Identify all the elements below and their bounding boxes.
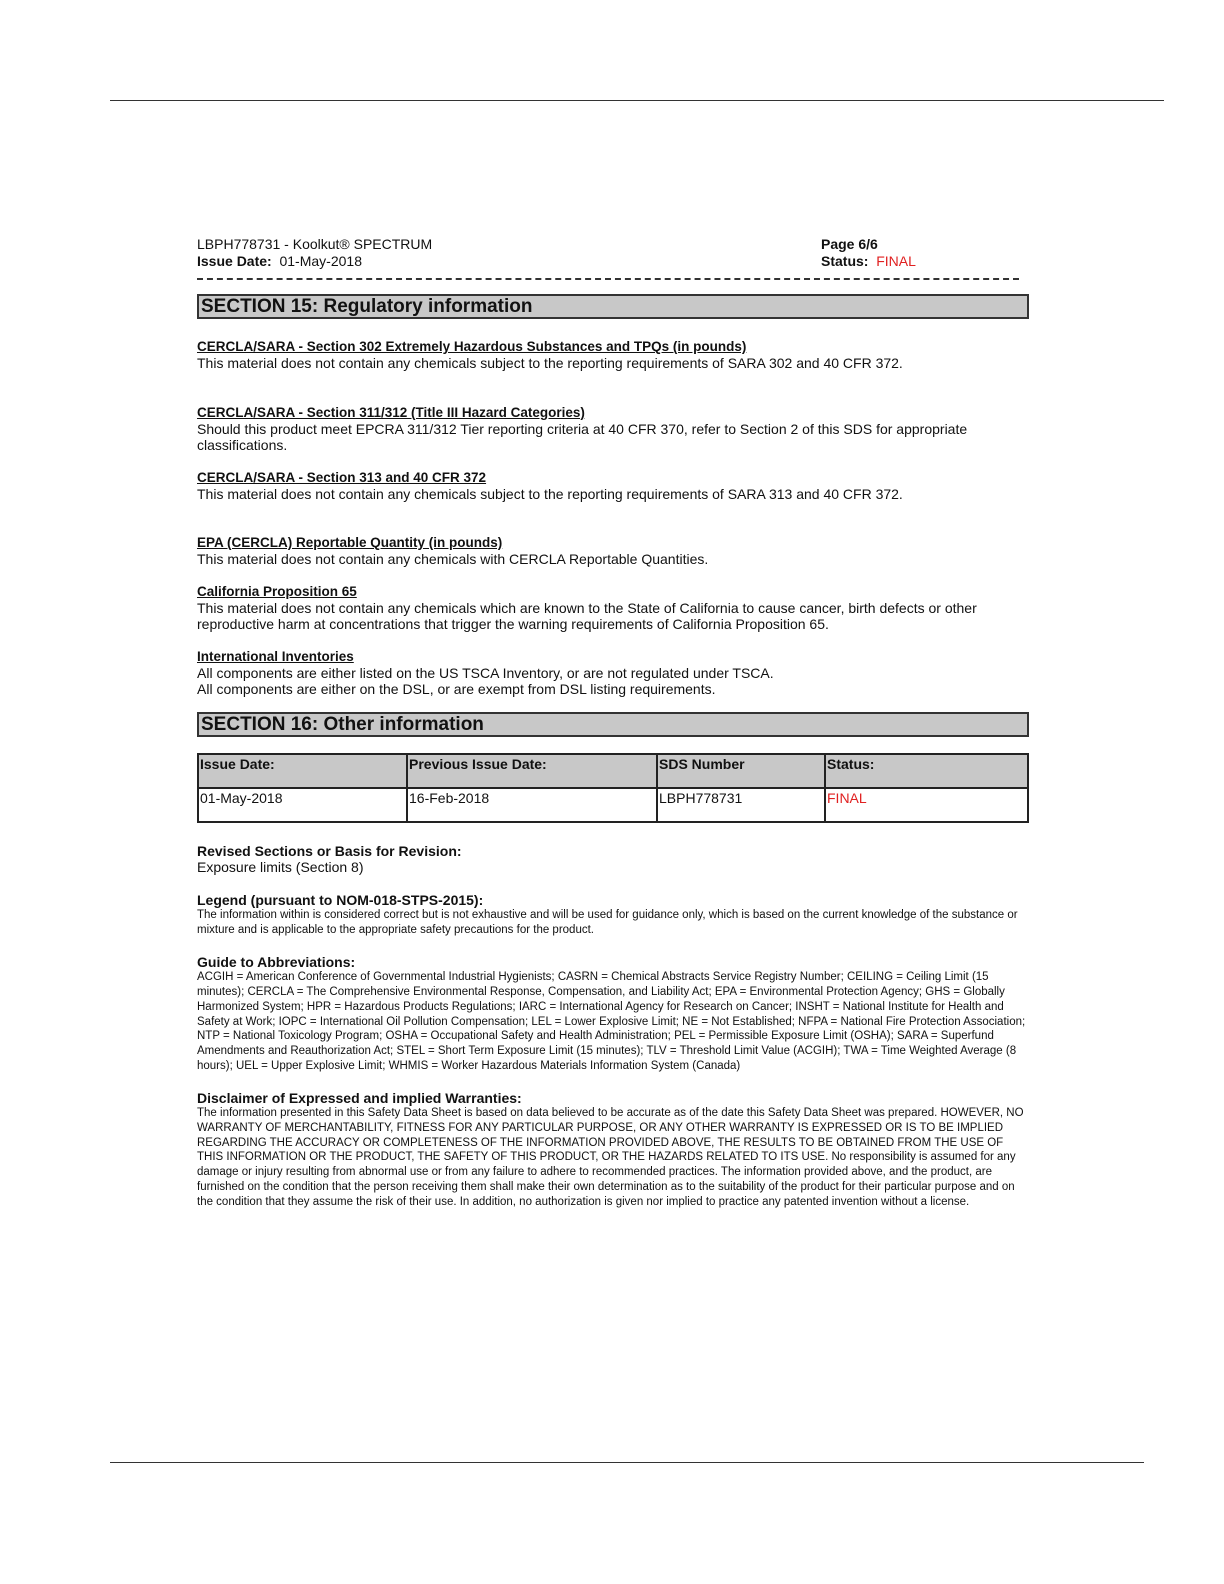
table-cell: 01-May-2018	[198, 788, 407, 822]
table-cell: 16-Feb-2018	[407, 788, 657, 822]
table-row	[198, 788, 1028, 822]
status-label: Status:	[821, 253, 869, 269]
product-id: LBPH778731 - Koolkut® SPECTRUM	[197, 236, 433, 252]
abbreviations-text: ACGIH = American Conference of Governmental Industrial Hygienists; CASRN = Chemical Abstracts Service Registry Number; CEILING = Ceiling Limit (15 minutes); CERCLA = The Comprehensive Environmental Response, Compensation, and Liability Act; EPA = Environmental Protection Agency; GHS = Globally Harmonized System; HPR = Hazardous Products Regulations; IARC = International Agency for Research on Cancer; INSHT = National Institute for Health and Safety at Work; IOPC = International Oil Pollution Compensation; LEL = Lower Explosive Limit; NE = Not Established; NFPA = National Fire Protection Association; NTP = National Toxicology Program; OSHA = Occupational Safety and Health Administration; PEL = Permissible Exposure Limit (OSHA); SARA = Superfund Amendments and Reauthorization Act; STEL = Short Term Exposure Limit (15 minutes); TLV = Threshold Limit Value (ACGIH); TWA = Time Weighted Average (8 hours); UEL = Upper Explosive Limit; WHMIS = Worker Hazardous Materials Information System (Canada)	[197, 971, 1026, 1072]
reg-text: Should this product meet EPCRA 311/312 Tier reporting criteria at 40 CFR 370, refer to Section 2 of this SDS for appropriate classifications.	[197, 420, 968, 453]
table-header-cell: Status:	[825, 754, 1028, 788]
revised-heading: Revised Sections or Basis for Revision:	[197, 842, 462, 859]
reg-text: All components are either listed on the US TSCA Inventory, or are not regulated under TSCA.	[197, 664, 774, 681]
reg-block-sara-302	[197, 339, 1029, 372]
disclaimer-heading: Disclaimer of Expressed and implied Warranties:	[197, 1090, 522, 1107]
reg-block-prop-65	[197, 584, 1029, 633]
document-header	[197, 236, 1029, 274]
legend-block	[197, 892, 1029, 937]
reg-heading: CERCLA/SARA - Section 311/312 (Title III Hazard Categories)	[197, 404, 585, 420]
disclaimer-block	[197, 1090, 1029, 1209]
reg-block-sara-311-312	[197, 405, 1029, 454]
issue-date-line	[197, 253, 432, 270]
reg-text: This material does not contain any chemicals subject to the reporting requirements of SARA 302 and 40 CFR 372.	[197, 355, 903, 371]
legend-text: The information within is considered correct but is not exhaustive and will be used for guidance only, which is based on the current knowledge of the substance or mixture and is applicable to the appropriate safety precautions for the product.	[197, 909, 1018, 936]
revised-text: Exposure limits (Section 8)	[197, 858, 364, 875]
status-line	[821, 253, 916, 270]
table-header-row	[198, 754, 1028, 788]
table-header-cell: Issue Date:	[198, 754, 407, 788]
status-value: FINAL	[876, 253, 916, 269]
reg-block-epa-rq	[197, 535, 1029, 568]
reg-heading: California Proposition 65	[197, 583, 357, 599]
abbreviations-heading: Guide to Abbreviations:	[197, 954, 356, 971]
reg-text: This material does not contain any chemicals with CERCLA Reportable Quantities.	[197, 551, 709, 567]
issue-date-label: Issue Date:	[197, 253, 272, 269]
issue-date-value: 01-May-2018	[279, 253, 362, 269]
reg-text: This material does not contain any chemicals which are known to the State of California to cause cancer, birth defects or other reproductive harm at concentrations that trigger the warning requirements of California Proposition 65.	[197, 599, 977, 632]
header-dashed-divider	[197, 278, 1019, 280]
abbreviations-block	[197, 954, 1029, 1073]
table-header-cell: Previous Issue Date:	[407, 754, 657, 788]
disclaimer-text: The information presented in this Safety Data Sheet is based on data believed to be accurate as of the date this Safety Data Sheet was prepared. HOWEVER, NO WARRANTY OF MERCHANTABILITY, FITNESS FOR ANY PARTICULAR PURPOSE, OR ANY OTHER WARRANTY IS EXPRESSED OR IS TO BE IMPLIED REGARDING THE ACCURACY OR COMPLETENESS OF THE INFORMATION PROVIDED ABOVE, THE RESULTS TO BE OBTAINED FROM THE USE OF THIS INFORMATION OR THE PRODUCT, THE SAFETY OF THIS PRODUCT, OR THE HAZARDS RELATED TO ITS USE. No responsibility is assumed for any damage or injury resulting from abnormal use or from any failure to adhere to recommended practices. The information provided above, and the product, are furnished on the condition that the person receiving them shall make their own determination as to the suitability of the product for their particular purpose and on the condition that they assume the risk of their use. In addition, no authorization is given nor implied to practice any patented invention without a license.	[197, 1107, 1024, 1208]
section-15-title: SECTION 15: Regulatory information	[197, 294, 1029, 319]
legend-heading: Legend (pursuant to NOM-018-STPS-2015):	[197, 892, 484, 908]
revised-block	[197, 843, 1029, 876]
document-content	[197, 236, 1029, 1209]
page-number: Page 6/6	[821, 236, 878, 252]
reg-heading: CERCLA/SARA - Section 313 and 40 CFR 372	[197, 469, 487, 485]
header-right	[821, 236, 916, 270]
revision-info-table	[197, 753, 1029, 823]
header-left	[197, 236, 432, 270]
reg-block-sara-313	[197, 470, 1029, 503]
table-cell-status: FINAL	[825, 788, 1028, 822]
reg-text: This material does not contain any chemicals subject to the reporting requirements of SARA 313 and 40 CFR 372.	[197, 485, 903, 502]
section-16-title: SECTION 16: Other information	[197, 712, 1029, 737]
reg-heading: EPA (CERCLA) Reportable Quantity (in pounds)	[197, 535, 503, 550]
table-cell: LBPH778731	[657, 788, 825, 822]
reg-text: All components are either on the DSL, or are exempt from DSL listing requirements.	[197, 681, 716, 697]
reg-block-inventories	[197, 649, 1029, 698]
reg-heading: International Inventories	[197, 648, 354, 664]
page-top-rule	[110, 100, 1164, 101]
page-bottom-rule	[110, 1462, 1144, 1463]
reg-heading: CERCLA/SARA - Section 302 Extremely Hazardous Substances and TPQs (in pounds)	[197, 339, 747, 354]
table-header-cell: SDS Number	[657, 754, 825, 788]
